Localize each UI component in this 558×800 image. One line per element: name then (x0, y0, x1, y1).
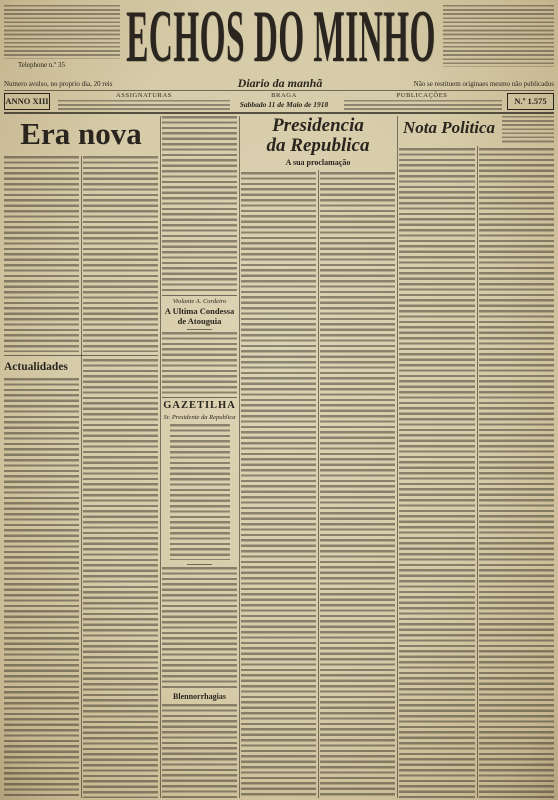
issue-number-box: N.º 1.575 (507, 93, 554, 110)
publications-rates-text (344, 100, 502, 110)
publications-label: PUBLICAÇÕES (396, 92, 448, 99)
headline-actualidades: Actualidades (4, 361, 68, 373)
headline-gazetilha: GAZETILHA (163, 400, 236, 411)
masthead-right-info-text (443, 5, 554, 67)
column-rule (397, 116, 398, 798)
price-note: Numero avulso, no proprio dia, 20 reis (4, 80, 113, 88)
headline-condessa-atouguia: A Ultima Condessa de Atouguia (164, 306, 235, 326)
era-nova-text-column (4, 156, 79, 352)
originals-note: Não se restituem originaes mesmo não publicados (413, 80, 554, 88)
issue-date: Sabbado 11 de Maio de 1918 (239, 100, 329, 109)
column-rule (81, 156, 82, 798)
article-text-column (162, 567, 237, 689)
gazetilha-verse (170, 424, 230, 560)
headline-presidencia-line2: da Republica (266, 135, 370, 156)
short-rule (187, 564, 212, 565)
section-rule (4, 355, 158, 356)
subscriptions-label: ASSIGNATURAS (116, 92, 172, 99)
headline-era-nova: Era nova (20, 116, 142, 151)
gazetilha-dedication: Sr. Presidente da Republica (163, 414, 236, 421)
section-rule (162, 397, 237, 398)
city-label: BRAGA (271, 92, 297, 99)
top-right-notice-text (502, 116, 554, 144)
masthead-title-block (122, 0, 440, 76)
presidencia-text-column (320, 172, 395, 798)
telephone-number: Telephone n.º 35 (18, 61, 65, 69)
headline-nota-politica: Nota Politica (402, 118, 496, 137)
subscriptions-rates-text (58, 100, 230, 110)
newspaper-subtitle: Diario da manhã (237, 76, 323, 90)
presidencia-text-column (241, 172, 316, 798)
column-rule (477, 146, 478, 798)
column-rule (318, 170, 319, 798)
nota-politica-text-column (479, 148, 554, 798)
actualidades-text-column (4, 378, 79, 798)
blennorrhagias-text (162, 704, 237, 798)
headline-blennorrhagias: Blennorrhagias (173, 692, 226, 701)
newspaper-title: ECHOS DO MINHO (126, 0, 436, 78)
short-rule (187, 329, 212, 330)
nota-politica-text-column (399, 148, 475, 798)
column-rule (160, 116, 161, 798)
masthead-left-info-text (4, 5, 120, 59)
section-rule (162, 295, 237, 296)
era-nova-text-column (83, 156, 158, 352)
article-text-column (83, 359, 158, 798)
condessa-text (162, 332, 237, 394)
headline-presidencia (241, 116, 395, 156)
masthead-rule-top (4, 90, 554, 91)
condessa-author: Violante A. Cordeiro (172, 298, 227, 305)
column-rule (239, 116, 240, 798)
headline-presidencia-line1: Presidencia (272, 115, 364, 136)
masthead-rule-bottom (4, 112, 554, 114)
year-box: ANNO XIII (4, 93, 50, 110)
article-text-column (162, 116, 237, 292)
presidencia-subheading: A sua proclamação (285, 158, 351, 167)
